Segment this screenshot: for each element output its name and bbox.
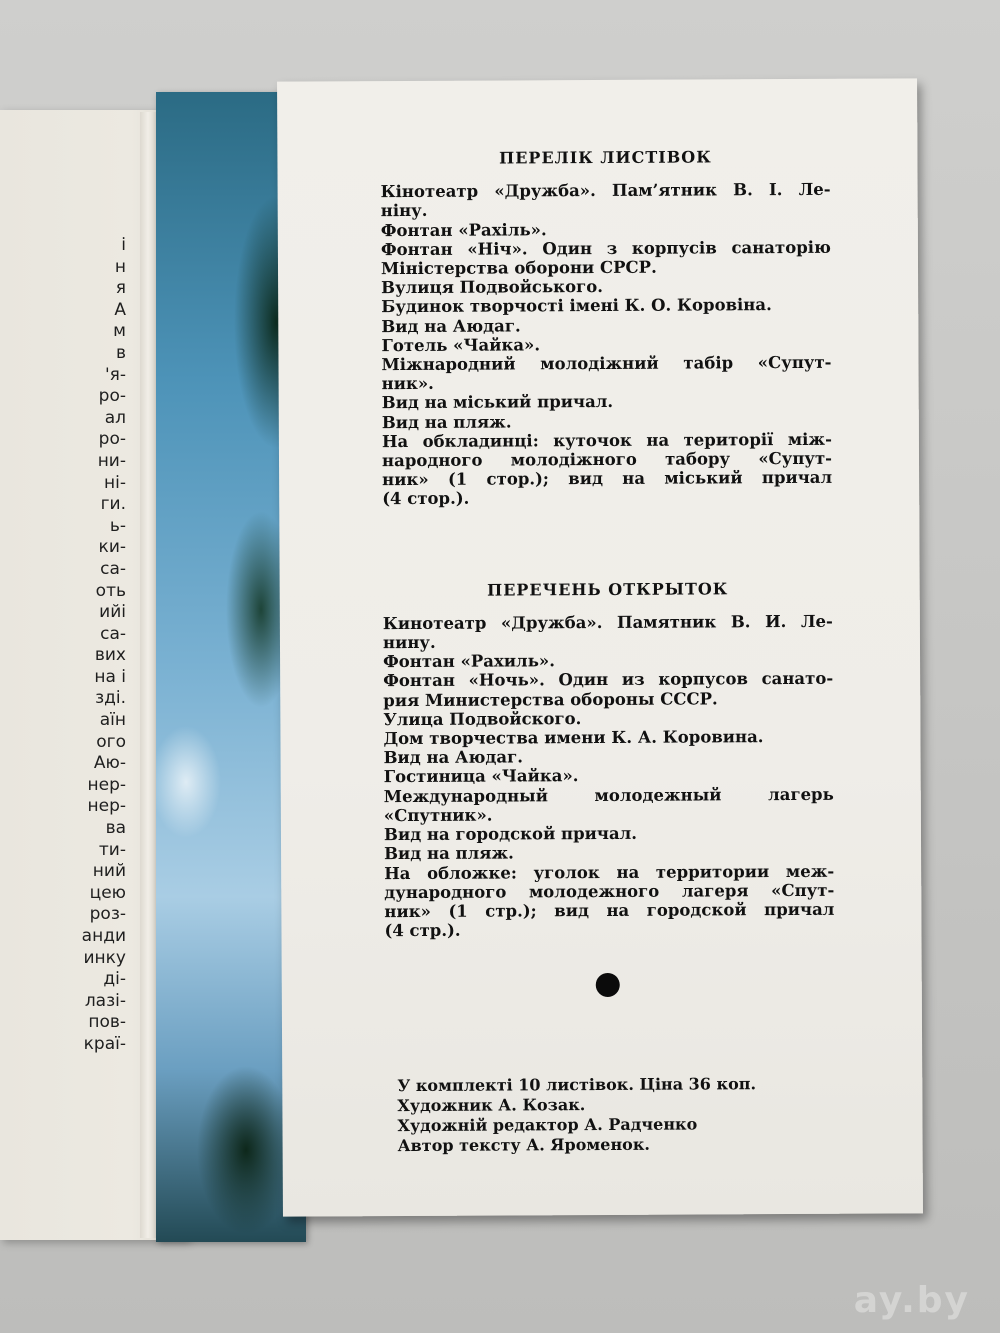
- list-line: Вид на Аюдаг.: [381, 316, 521, 336]
- text-fragment: ро-: [98, 386, 126, 407]
- russian-heading: ПЕРЕЧЕНЬ ОТКРЫТОК: [487, 578, 729, 600]
- text-fragment: зді.: [95, 688, 126, 709]
- text-fragment: ді-: [103, 969, 126, 990]
- list-line: Фонтан «Рахиль».: [383, 651, 555, 672]
- list-line: «Спутник».: [383, 805, 493, 826]
- list-line: народного молодіжного табору «Супут-: [381, 448, 833, 471]
- list-line: ніну.: [380, 201, 428, 221]
- list-line: Фонтан «Рахіль».: [380, 219, 547, 240]
- text-fragment: цею: [89, 882, 126, 903]
- text-fragment: нер-: [87, 796, 126, 817]
- text-fragment: нер-: [87, 774, 126, 795]
- text-fragment: 'я-: [104, 364, 126, 385]
- text-fragment: я: [115, 278, 126, 299]
- text-fragment: ний: [92, 861, 126, 882]
- left-page-text-fragments: [6, 235, 126, 1056]
- text-fragment: на і: [94, 666, 126, 687]
- list-line: рия Министерства обороны СССР.: [383, 689, 718, 710]
- text-fragment: ги.: [100, 494, 126, 515]
- text-fragment: са-: [100, 558, 126, 579]
- list-line: Вид на пляж.: [381, 412, 512, 432]
- ukrainian-list: [381, 180, 833, 509]
- punch-hole: [596, 973, 620, 997]
- list-line: Фонтан «Ніч». Один з корпусів санаторію: [380, 237, 831, 259]
- credits: [397, 1074, 837, 1156]
- list-line: (4 стор.).: [382, 489, 470, 509]
- list-line: Дом творчества имени К. А. Коровина.: [383, 727, 764, 749]
- text-fragment: пов-: [88, 1012, 126, 1033]
- text-fragment: в: [115, 342, 126, 363]
- list-line: дународного молодежного лагеря «Спут-: [384, 880, 835, 902]
- text-fragment: н: [114, 256, 126, 277]
- list-line: Вид на городской причал.: [383, 823, 638, 845]
- ukrainian-heading: ПЕРЕЛІК ЛИСТІВОК: [499, 147, 712, 168]
- text-fragment: м: [113, 321, 126, 342]
- text-fragment: аїн: [99, 710, 126, 731]
- list-line: Вид на міський причал.: [381, 392, 614, 413]
- text-fragment: инку: [83, 947, 126, 968]
- list-line: Міністерства оборони СРСР.: [380, 257, 657, 279]
- list-line: Улица Подвойского.: [383, 708, 582, 730]
- list-line: На обкладинці: куточок на території між-: [381, 429, 832, 451]
- text-fragment: краї-: [83, 1033, 126, 1054]
- list-line: Фонтан «Ночь». Один из корпусов санато-: [383, 669, 834, 691]
- postcard-list-card: [277, 78, 923, 1216]
- list-line: (4 стр.).: [384, 920, 461, 941]
- list-line: Вулиця Подвойського.: [381, 277, 603, 298]
- text-fragment: са-: [100, 623, 126, 644]
- text-fragment: ни-: [97, 450, 126, 471]
- text-fragment: оть: [95, 580, 126, 601]
- watermark: ay.by: [853, 1280, 970, 1321]
- list-line: ник» (1 стр.); вид на городской причал: [384, 899, 835, 922]
- text-fragment: ро-: [98, 429, 126, 450]
- text-fragment: ого: [96, 731, 126, 752]
- russian-list: [383, 612, 835, 941]
- credit-line: У комплекті 10 листівок. Ціна 36 коп.: [397, 1074, 757, 1096]
- text-fragment: Аю-: [93, 753, 126, 774]
- text-fragment: вих: [94, 645, 126, 666]
- list-line: Готель «Чайка».: [381, 335, 541, 355]
- list-line: Будинок творчості імені К. О. Коровіна.: [381, 295, 772, 317]
- card-text: [380, 147, 834, 941]
- text-fragment: лазі-: [84, 990, 126, 1011]
- list-line: Кинотеатр «Дружба». Памятник В. И. Ле-: [382, 611, 833, 633]
- list-line: Вид на Аюдаг.: [383, 747, 523, 768]
- credit-line: Автор тексту А. Яроменок.: [397, 1134, 650, 1156]
- text-fragment: ти-: [98, 839, 126, 860]
- text-fragment: А: [114, 299, 126, 320]
- text-fragment: ь-: [109, 515, 126, 536]
- text-fragment: ийі: [99, 602, 126, 623]
- text-fragment: ки-: [98, 537, 126, 558]
- list-line: Вид на пляж.: [384, 843, 514, 864]
- list-line: Международный молодежный лагерь: [383, 784, 834, 806]
- list-line: нину.: [382, 632, 436, 653]
- credit-line: Художник А. Козак.: [397, 1095, 586, 1116]
- text-fragment: роз-: [89, 904, 126, 925]
- list-line: На обложке: уголок на территории меж-: [384, 861, 835, 883]
- text-fragment: і: [121, 235, 126, 255]
- text-fragment: анди: [81, 926, 126, 946]
- text-fragment: ва: [105, 818, 126, 839]
- text-fragment: ні-: [104, 472, 126, 493]
- list-line: Гостиница «Чайка».: [383, 766, 579, 787]
- credit-line: Художній редактор А. Радченко: [397, 1114, 698, 1136]
- list-line: ник» (1 стор.); вид на міський причал: [382, 468, 833, 490]
- list-line: Міжнародний молодіжний табір «Супут-: [381, 352, 832, 375]
- list-line: Кінотеатр «Дружба». Пам’ятник В. І. Ле-: [380, 179, 831, 202]
- list-line: ник».: [381, 374, 434, 394]
- text-fragment: ал: [104, 407, 126, 428]
